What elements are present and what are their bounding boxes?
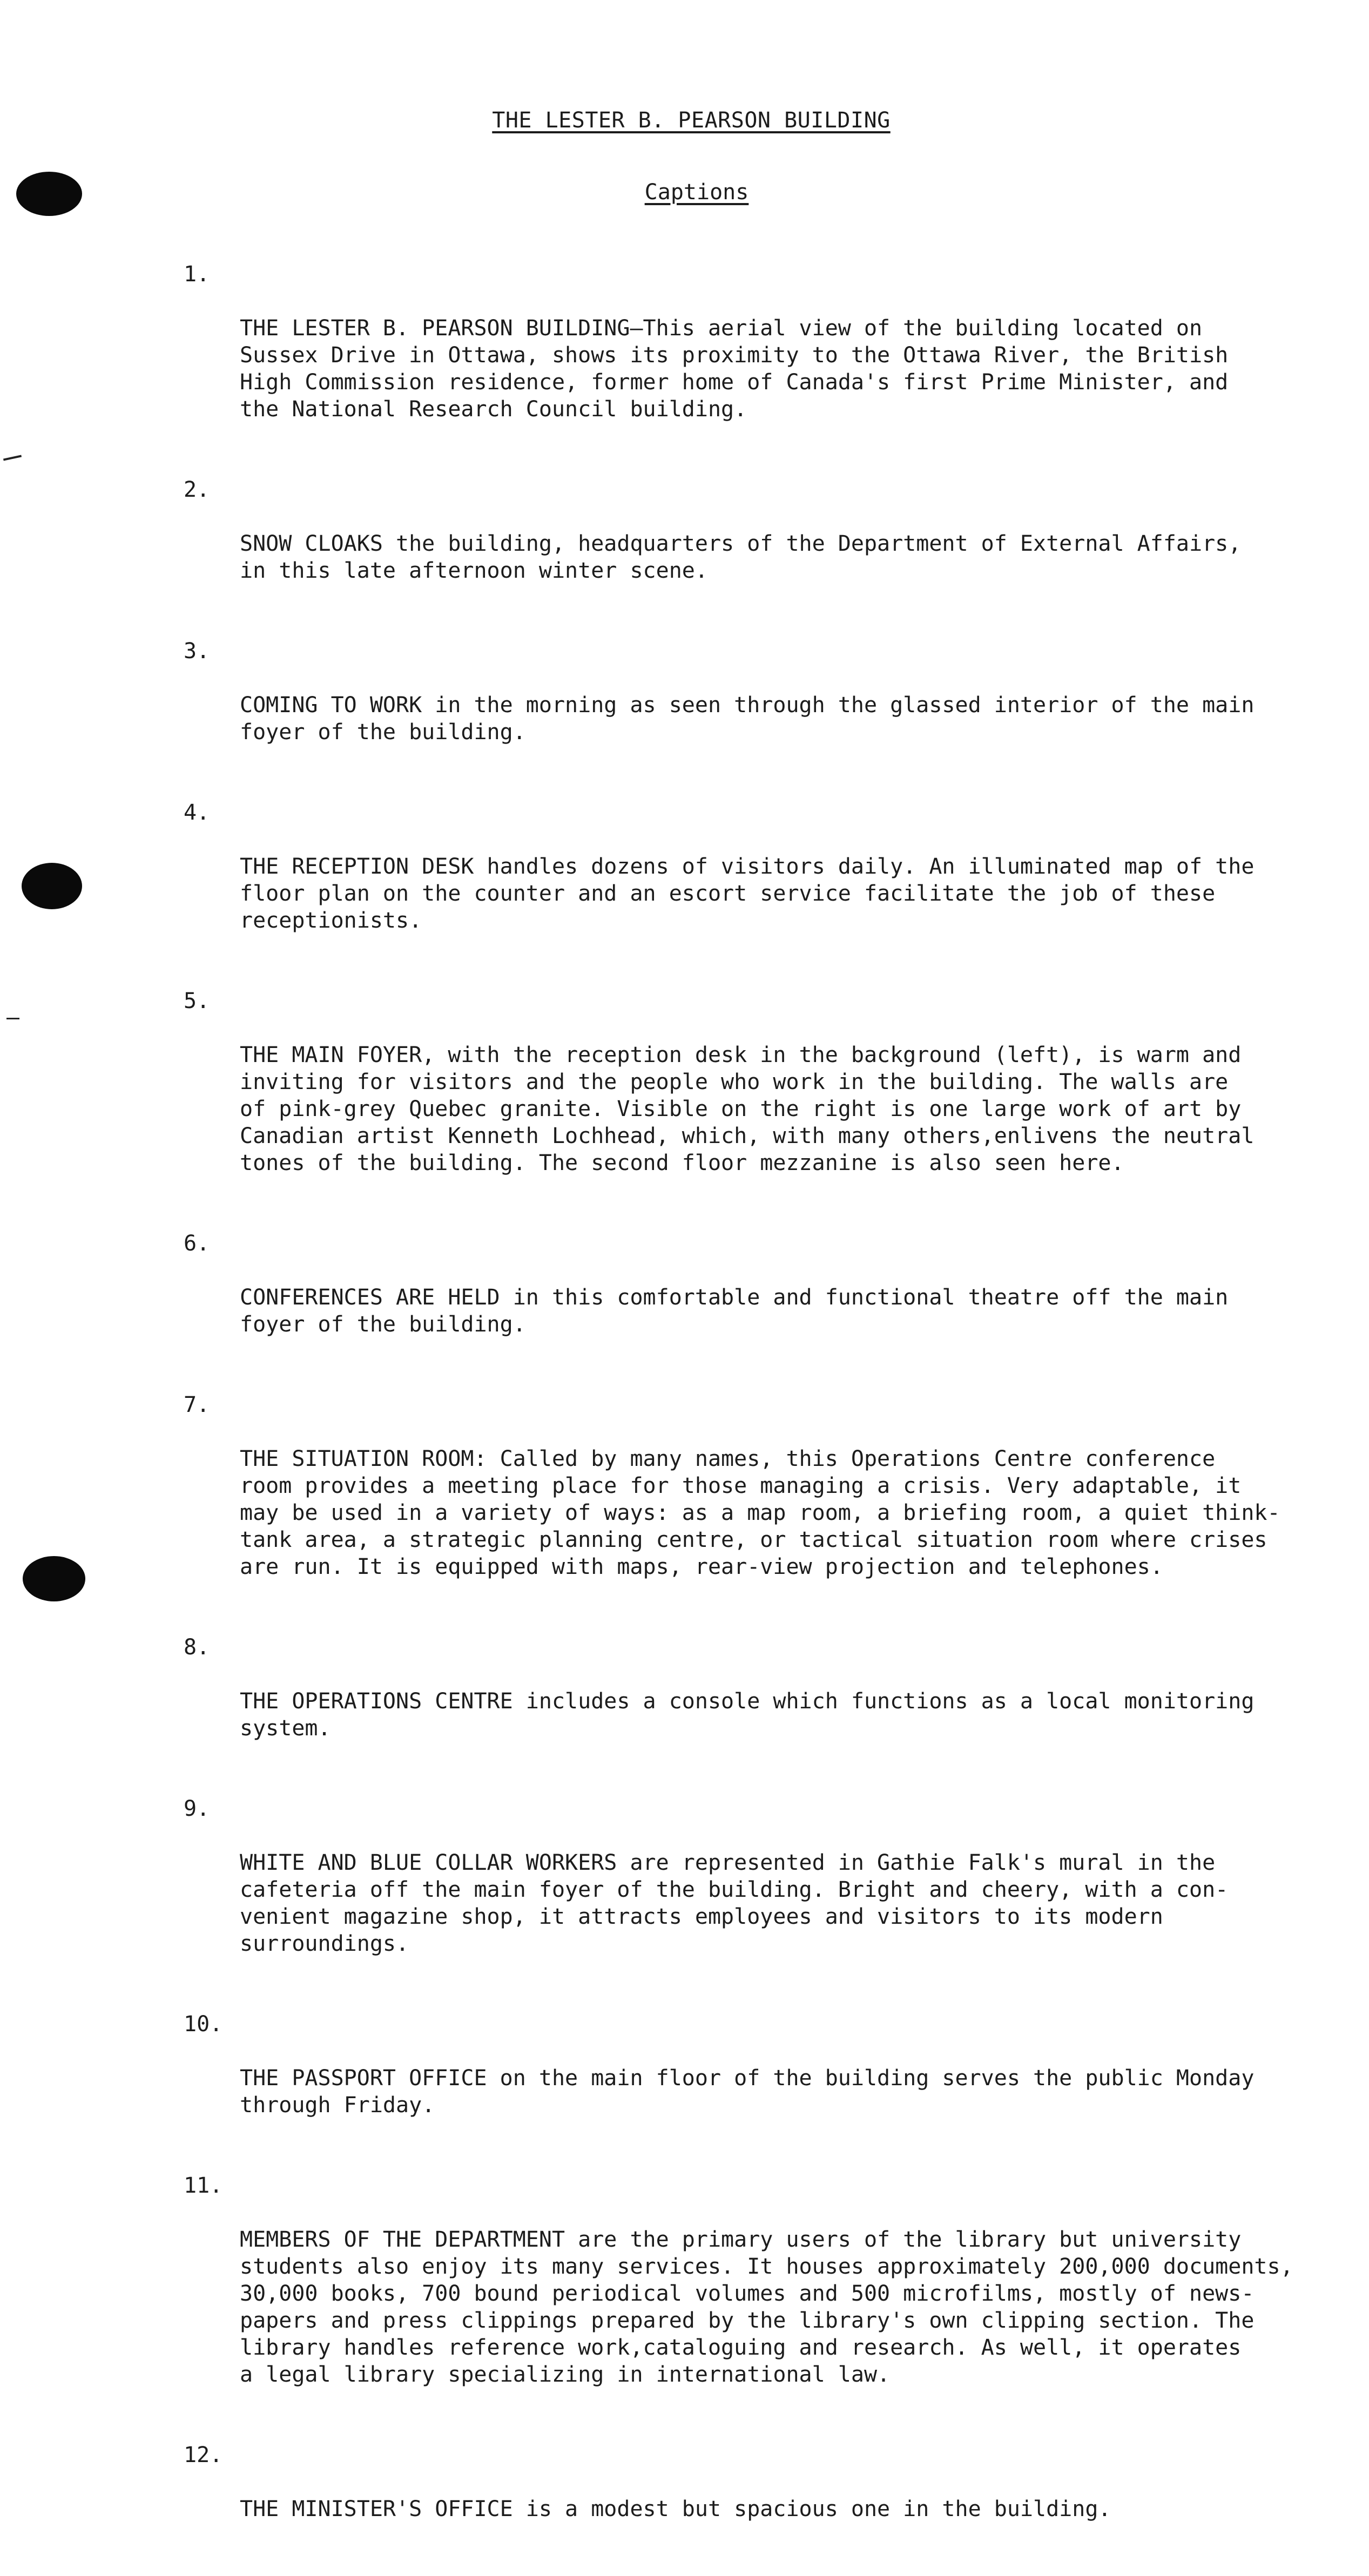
caption-text: WHITE AND BLUE COLLAR WORKERS are represented in Gathie Falk's mural in the cafeteria off the main foyer of the building. Bright and cheery, with a con- venient magazine shop, it attracts employees and visitors to its modern surroundings. [240,1850,1229,1956]
caption-text: THE PASSPORT OFFICE on the main floor of the building serves the public Monday through Friday. [240,2066,1255,2118]
caption-item [184,988,1339,1204]
caption-item [184,1391,1339,1607]
margin-mark [6,1018,19,1019]
caption-text: THE LESTER B. PEARSON BUILDING—This aerial view of the building located on Sussex Drive in Ottawa, shows its proximity to the Ottawa River, the British High Commission residence, former home of Canada's first Prime Minister, and the National Research Council building. [240,316,1229,422]
caption-number: 4. [184,800,210,825]
caption-item [184,2172,1339,2415]
margin-mark [3,455,22,461]
caption-list [184,261,1339,2576]
caption-item [184,1634,1339,1769]
caption-item [184,799,1339,961]
punch-hole-bottom [23,1556,85,1601]
document-subtitle: Captions [644,180,749,205]
caption-text: CONFERENCES ARE HELD in this comfortable and functional theatre off the main foyer of the building. [240,1285,1229,1337]
caption-text: SNOW CLOAKS the building, headquarters of the Department of External Affairs, in this late afternoon winter scene. [240,531,1242,583]
caption-number: 7. [184,1392,210,1417]
document-title: THE LESTER B. PEARSON BUILDING [492,108,891,133]
caption-text: MEMBERS OF THE DEPARTMENT are the primary users of the library but university students also enjoy its many services. It houses approximately 200,000 documents, 30,000 books, 700 bound periodical volumes and 500 microfilms, mostly of news- papers and press clippings prepared by the library's own clipping section. The library handles reference work,cataloguing and research. As well, it operates a legal library specializing in international law. [240,2227,1293,2387]
caption-text: THE RECEPTION DESK handles dozens of visitors daily. An illuminated map of the floor plan on the counter and an escort service facilitate the job of these receptionists. [240,854,1255,933]
caption-number: 9. [184,1796,210,1821]
caption-text: THE MAIN FOYER, with the reception desk in the background (left), is warm and inviting for visitors and the people who work in the building. The walls are of pink-grey Quebec granite. Visible on the right is one large work of art by Canadian artist Kenneth Lochhead, which, with many others,enlivens the neutral tones of the building. The second floor mezzanine is also seen here. [240,1043,1255,1175]
caption-item [184,1795,1339,1984]
caption-number: 2. [184,477,210,502]
caption-number: 11. [184,2173,223,2198]
caption-text: THE SITUATION ROOM: Called by many names, this Operations Centre conference room provides a meeting place for those managing a crisis. Very adaptable, it may be used in a variety of ways: as a map room, a briefing room, a quiet think- tank area, a strategic planning centre, or tactical situation room where crises are run. It is equipped with maps, rear-view projection and telephones. [240,1446,1280,1579]
caption-item [184,1230,1339,1365]
caption-item [184,638,1339,773]
caption-text: THE MINISTER'S OFFICE is a modest but spacious one in the building. [240,2497,1111,2521]
caption-number: 12. [184,2443,223,2467]
caption-number: 8. [184,1635,210,1660]
caption-item [184,261,1339,450]
caption-number: 1. [184,262,210,287]
caption-item [184,2442,1339,2550]
caption-item [184,476,1339,611]
caption-number: 5. [184,989,210,1013]
caption-item [184,2011,1339,2146]
caption-text: COMING TO WORK in the morning as seen through the glassed interior of the main foyer of the building. [240,693,1255,745]
punch-hole-middle [22,863,82,909]
caption-number: 10. [184,2012,223,2037]
caption-text: THE OPERATIONS CENTRE includes a console which functions as a local monitoring system. [240,1689,1255,1741]
caption-number: 3. [184,639,210,664]
caption-number: 6. [184,1231,210,1256]
